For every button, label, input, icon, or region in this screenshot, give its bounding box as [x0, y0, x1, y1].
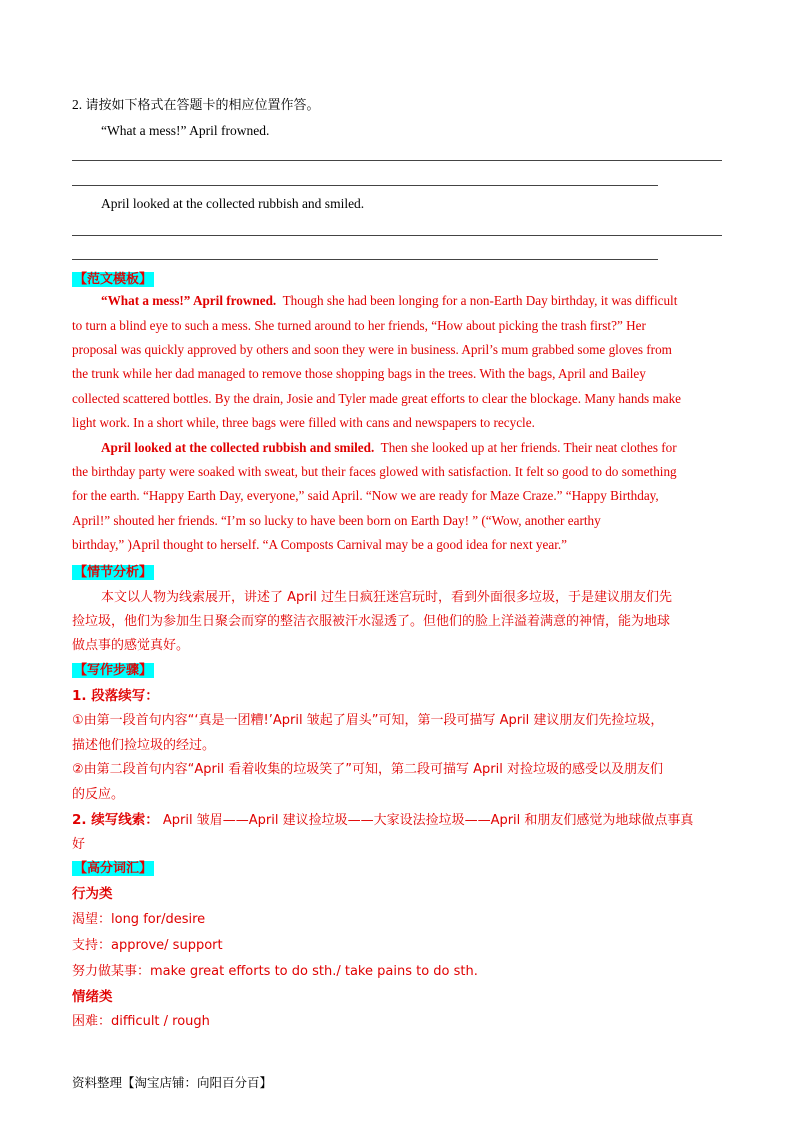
step-one-line: ①由第一段首句内容“‘真是一团糟!’April 皱起了眉头”可知，第一段可描写 April 建议朋友们先捡垃圾，	[72, 713, 664, 728]
step-one-line: 描述他们捡垃圾的经过。	[72, 738, 216, 753]
prompt-one: “What a mess!” April frowned.	[101, 123, 270, 138]
step-two-line: 的反应。	[72, 787, 125, 802]
model-p1-line: to turn a blind eye to such a mess. She turned around to her friends, “How about picking the trash first?” Her	[72, 318, 646, 333]
model-p2-lead: April looked at the collected rubbish and smiled.	[101, 440, 375, 455]
question-number: 2.	[72, 97, 83, 112]
question-line	[72, 94, 320, 113]
model-p2-line: the birthday party were soaked with sweat, but their faces glowed with satisfaction. It felt so good to do something	[72, 464, 677, 479]
vocab-item: 困难：difficult / rough	[72, 1014, 210, 1029]
answer-line	[72, 235, 722, 236]
answer-line	[72, 259, 658, 260]
vocab-item: 努力做某事：make great efforts to do sth./ take pains to do sth.	[72, 964, 478, 979]
steps-clue-line	[72, 808, 693, 828]
model-p1-line: proposal was quickly approved by others and soon they were in business. April’s mum grabbed some gloves from	[72, 342, 672, 357]
model-p1-line: light work. In a short while, three bags were filled with cans and newspapers to recycle.	[72, 415, 535, 430]
page-footer: 资料整理【淘宝店铺：向阳百分百】	[72, 1075, 273, 1090]
plot-line: 捡垃圾，他们为参加生日聚会而穿的整洁衣服被汗水湿透了。但他们的脸上洋溢着满意的神情，能为地球	[72, 614, 671, 629]
model-p2-text: Then she looked up at her friends. Their neat clothes for	[380, 440, 677, 455]
model-p2-line	[101, 440, 677, 456]
steps-clue-text: April 皱眉——April 建议捡垃圾——大家设法捡垃圾——April 和朋友们感觉为地球做点事真	[162, 813, 694, 828]
vocab-item: 渴望：long for/desire	[72, 912, 206, 927]
vocab-tag-label: 【高分词汇】	[74, 861, 153, 876]
model-p1-text: Though she had been longing for a non-Earth Day birthday, it was difficult	[282, 293, 678, 308]
prompt-two: April looked at the collected rubbish and smiled.	[101, 196, 365, 211]
step-two-line: ②由第二段首句内容“April 看着收集的垃圾笑了”可知，第二段可描写 April 对捡垃圾的感受以及朋友们	[72, 762, 663, 777]
answer-line	[72, 160, 722, 161]
vocab-category: 情绪类	[72, 989, 113, 1005]
steps-tag	[72, 659, 154, 679]
model-p1-lead: “What a mess!” April frowned.	[101, 293, 277, 308]
plot-tag-label: 【情节分析】	[74, 565, 153, 580]
model-p2-line: for the earth. “Happy Earth Day, everyone,” said April. “Now we are ready for Maze Craze.” “Happy Birthday,	[72, 488, 659, 503]
model-tag-label: 【范文模板】	[74, 272, 153, 287]
model-p1-line: collected scattered bottles. By the drain, Josie and Tyler made great efforts to clear the blockage. Many hands make	[72, 391, 682, 406]
model-p2-line: April!” shouted her friends. “I’m so lucky to have been born on Earth Day! ” (“Wow, another earthy	[72, 513, 601, 528]
vocab-category: 行为类	[72, 886, 113, 902]
vocab-item: 支持：approve/ support	[72, 938, 223, 953]
question-instruction: 请按如下格式在答题卡的相应位置作答。	[85, 98, 320, 113]
model-p1-line	[101, 293, 677, 309]
steps-clue-line: 好	[72, 837, 86, 852]
plot-tag	[72, 561, 154, 581]
steps-heading-one: 1. 段落续写：	[72, 688, 159, 704]
model-p2-line: birthday,” )April thought to herself. “A Composts Carnival may be a good idea for next year.”	[72, 537, 568, 552]
plot-line: 本文以人物为线索展开，讲述了 April 过生日疯狂迷宫玩时，看到外面很多垃圾，于是建议朋友们先	[101, 590, 672, 605]
vocab-tag	[72, 857, 154, 877]
steps-heading-two: 2. 续写线索：	[72, 812, 159, 828]
answer-line	[72, 185, 658, 186]
steps-tag-label: 【写作步骤】	[74, 663, 153, 678]
model-tag	[72, 268, 154, 288]
model-p1-line: the trunk while her dad managed to remove those shopping bags in the trees. With the bags, April and Bailey	[72, 366, 646, 381]
plot-line: 做点事的感觉真好。	[72, 638, 190, 653]
